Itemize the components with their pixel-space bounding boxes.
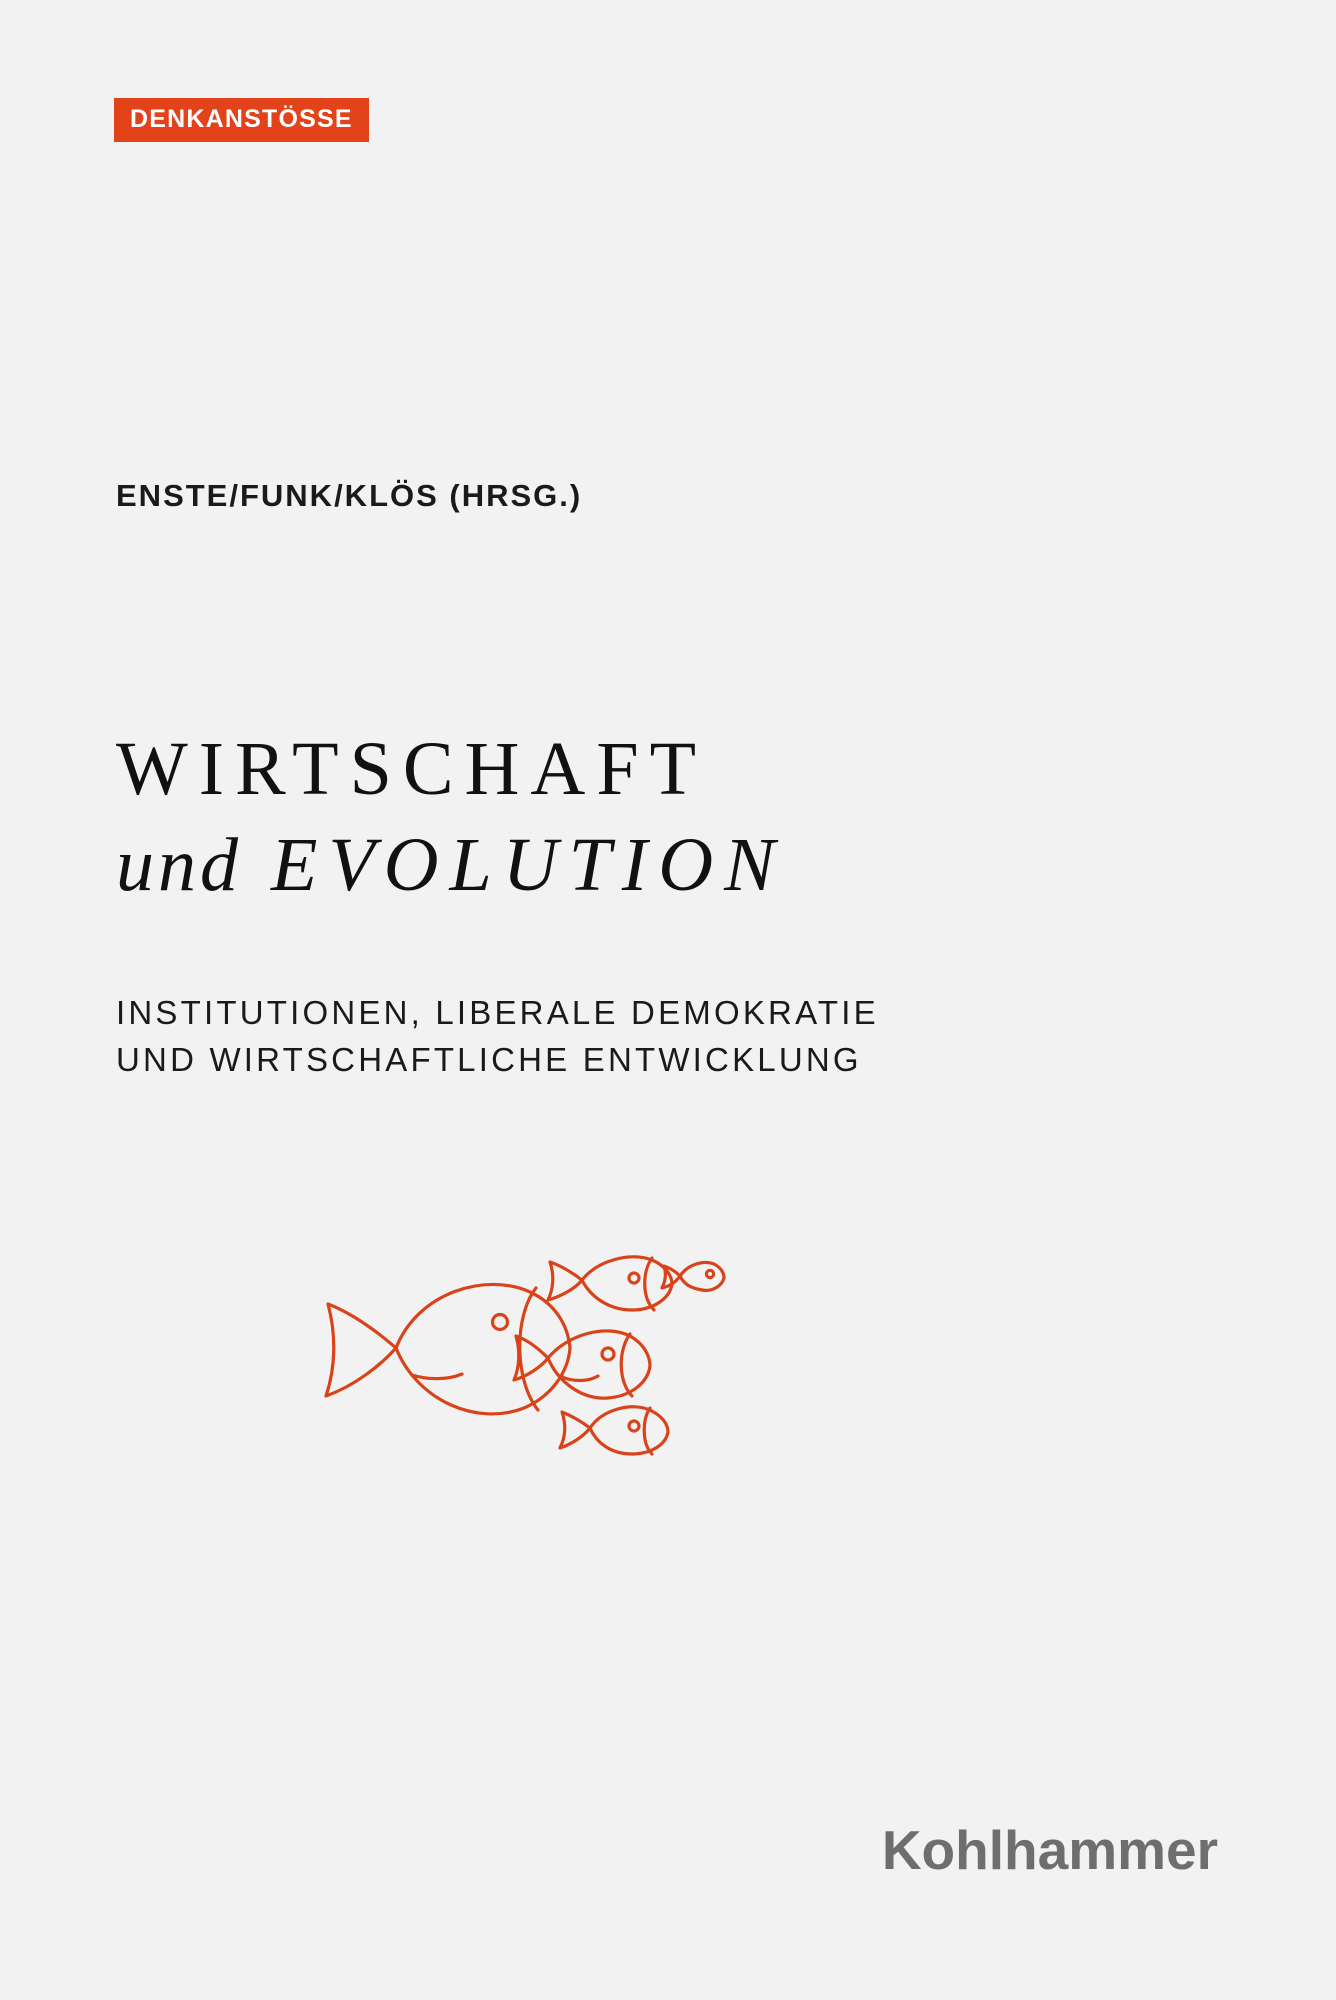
title-main-word: EVOLUTION <box>271 822 786 907</box>
editors-line: ENSTE/FUNK/KLÖS (HRSG.) <box>116 478 583 513</box>
subtitle-line-2: UND WIRTSCHAFTLICHE ENTWICKLUNG <box>116 1040 862 1078</box>
subtitle <box>116 990 1246 1084</box>
series-badge: DENKANSTÖSSE <box>114 98 369 142</box>
fish-chain-illustration <box>300 1230 820 1470</box>
publisher-logo: Kohlhammer <box>881 1819 1218 1881</box>
title-line-1: WIRTSCHAFT <box>116 727 708 811</box>
title-conjunction: und <box>116 822 242 907</box>
title-line-2 <box>116 822 1236 909</box>
title-block <box>116 727 1236 909</box>
subtitle-line-1: INSTITUTIONEN, LIBERALE DEMOKRATIE <box>116 994 879 1031</box>
